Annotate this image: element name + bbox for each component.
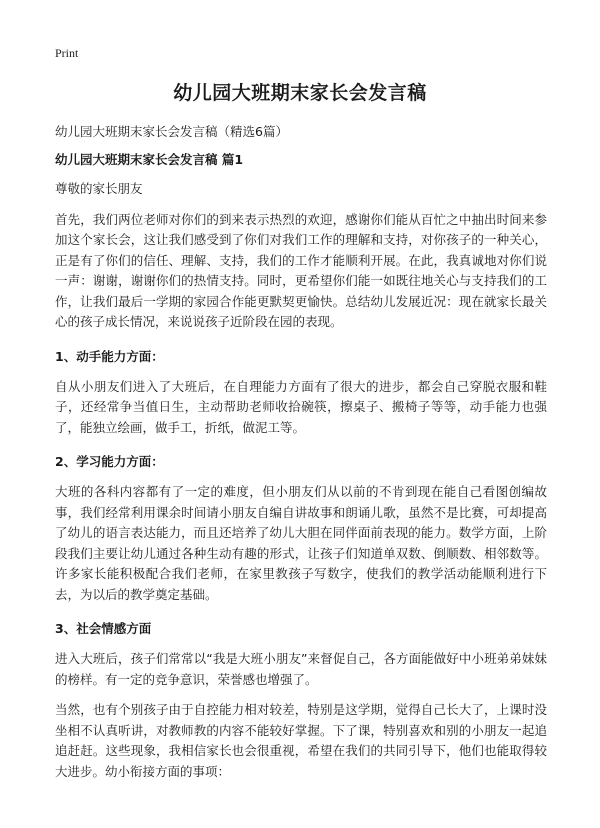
heading-social: 3、社会情感方面 [55, 621, 152, 636]
article-body [55, 150, 547, 782]
paragraph-social: 进入大班后，孩子们常常以“我是大班小朋友”来督促自己，各方面能做好中小班弟弟妹妹的榜样。有一定的竞争意识，荣誉感也增强了。 [55, 651, 547, 687]
section-title: 幼儿园大班期末家长会发言稿 篇1 [55, 152, 244, 167]
greeting: 尊敬的家长朋友 [55, 181, 143, 196]
intro-paragraph: 首先，我们两位老师对你们的到来表示热烈的欢迎，感谢你们能从百忙之中抽出时间来参加这个家长会，这让我们感受到了你们对我们工作的理解和支持，对你孩子的一种关心，正是有了你们的信任、理解、支持，我们的工作才能顺利开展。在此，我真诚地对你们说一声：谢谢，谢谢你们的热情支持。同时，更希望你们能一如既往地关心与支持我们的工作，让我们最后一学期的家园合作能更默契更愉快。总结幼儿发展近况：现在就家长最关心的孩子成长情况，来说说孩子近阶段在园的表现。 [55, 211, 547, 329]
page-title: 幼儿园大班期末家长会发言稿 [173, 82, 427, 104]
document-subtitle: 幼儿园大班期末家长会发言稿（精选6篇） [55, 124, 288, 139]
heading-hands-on: 1、动手能力方面： [55, 348, 164, 364]
paragraph-individual: 当然，也有个别孩子由于自控能力相对较差，特别是这学期，觉得自己长大了，上课时没坐相不认真听讲，对教师教的内容不能较好掌握。下了课，特别喜欢和别的小朋友一起追追赶赶。这些现象，我相信家长也会很重视，希望在我们的共同引导下，他们也能取得较大进步。幼小衔接方面的事项： [55, 702, 547, 779]
print-link[interactable]: Print [55, 46, 79, 60]
paragraph-learning: 大班的各科内容都有了一定的难度，但小朋友们从以前的不肯到现在能自己看图创编故事，我们经常利用课余时间请小朋友自编自讲故事和朗诵儿歌，虽然不是比赛，可却提高了幼儿的语言表达能力，而且还培养了幼儿大胆在同伴面前表现的能力。数学方面，上阶段我们主要让幼儿通过各种生动有趣的形式，让孩子们知道单双数、倒顺数、相邻数等。许多家长能积极配合我们老师，在家里教孩子写数字，使我们的教学活动能顺利进行下去，为以后的教学奠定基础。 [55, 484, 547, 602]
heading-learning: 2、学习能力方面： [55, 454, 164, 469]
paragraph-hands-on: 自从小朋友们进入了大班后，在自理能力方面有了很大的进步，都会自己穿脱衣服和鞋子，还经常争当值日生，主动帮助老师收拾碗筷，擦桌子、搬椅子等等，动手能力也强了，能独立绘画，做手工，折纸，做泥工等。 [55, 378, 547, 435]
